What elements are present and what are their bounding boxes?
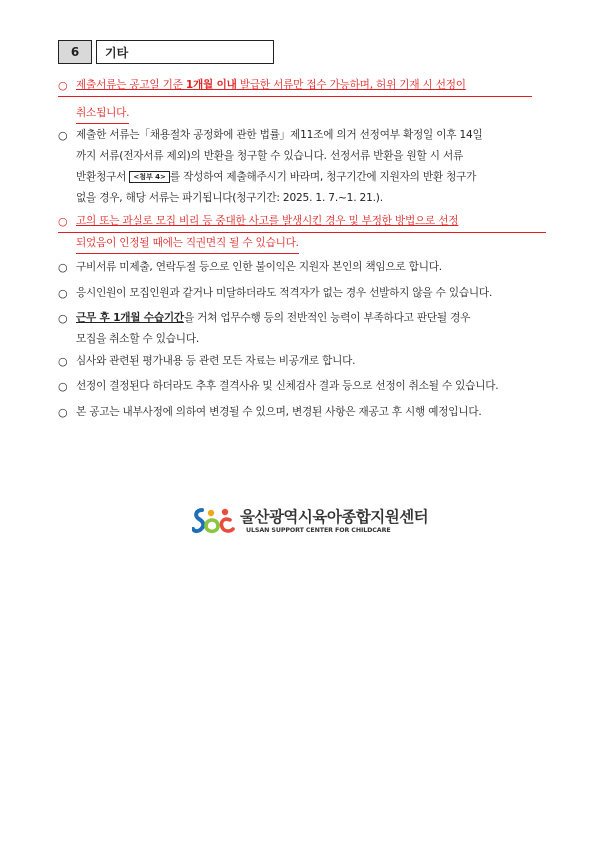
notice-item-dismissal — [58, 211, 548, 254]
bullet-icon: ○ — [58, 129, 68, 142]
notice-text: 반환청구서 — [76, 171, 130, 183]
bullet-icon: ○ — [58, 380, 68, 393]
notice-text: 없을 경우, 해당 서류는 파기됩니다(청구기간: 2025. 1. 7.~1. 21.). — [76, 192, 383, 204]
bullet-icon: ○ — [58, 287, 68, 300]
notice-text: 구비서류 미제출, 연락두절 등으로 인한 불이익은 지원자 본인의 책임으로 합니다. — [76, 261, 442, 273]
notice-item-probation — [58, 308, 548, 350]
logo-name-english: ULSAN SUPPORT CENTER FOR CHILDCARE — [246, 526, 391, 534]
notice-text: 선정이 결정된다 하더라도 추후 결격사유 및 신체검사 결과 등으로 선정이 취소될 수 있습니다. — [76, 380, 499, 392]
notice-text: 취소됩니다. — [76, 103, 129, 124]
notice-text: 을 거쳐 업무수행 등의 전반적인 능력이 부족하다고 판단될 경우 — [183, 312, 471, 324]
logo-name-korean: 울산광역시육아종합지원센터 — [240, 507, 429, 526]
notice-text-bold: 1개월 이내 — [185, 79, 237, 91]
notice-text: 되었음이 인정될 때에는 직권면직 될 수 있습니다. — [76, 233, 299, 254]
notice-item-cancellation — [58, 376, 548, 397]
notice-text-emphasis: 근무 후 1개월 수습기간 — [76, 312, 184, 324]
notice-text: 본 공고는 내부사정에 의하여 변경될 수 있으며, 변경된 사항은 재공고 후 시행 예정입니다. — [76, 406, 482, 418]
bullet-icon: ○ — [58, 79, 68, 92]
notice-text: 제출한 서류는「채용절차 공정화에 관한 법률」제11조에 의거 선정여부 확정일 이후 14일 — [76, 129, 483, 141]
bullet-icon: ○ — [58, 406, 68, 419]
notice-text: 고의 또는 과실로 모집 비리 등 중대한 사고를 발생시킨 경우 및 부정한 방법으로 선정 — [58, 211, 546, 233]
bullet-icon: ○ — [58, 312, 68, 325]
section-title: 기타 — [96, 40, 274, 64]
section-number: 6 — [58, 40, 92, 64]
notice-text: 제출서류는 공고일 기준 — [76, 79, 186, 91]
notice-text: 심사와 관련된 평가내용 등 관련 모든 자료는 비공개로 합니다. — [76, 355, 356, 367]
notice-item-confidential — [58, 351, 548, 372]
notice-item-document-validity — [58, 75, 548, 124]
notice-item-no-qualified — [58, 283, 548, 304]
notice-item-changes — [58, 402, 548, 423]
ulsan-childcare-logo-icon — [192, 504, 236, 538]
bullet-icon: ○ — [58, 215, 68, 228]
attachment-tag: <첨부 4> — [129, 171, 170, 183]
notice-text: 를 작성하여 제출해주시기 바라며, 청구기간에 지원자의 반환 청구가 — [169, 171, 477, 183]
section-header — [58, 40, 274, 66]
notice-text: 모집을 취소할 수 있습니다. — [76, 333, 200, 345]
bullet-icon: ○ — [58, 355, 68, 368]
organization-logo — [192, 504, 428, 538]
notice-item-document-return — [58, 125, 548, 209]
bullet-icon: ○ — [58, 261, 68, 274]
notice-text: 응시인원이 모집인원과 같거나 미달하더라도 적격자가 없는 경우 선발하지 않을 수 있습니다. — [76, 287, 493, 299]
notice-text: 발급한 서류만 접수 가능하며, 허위 기재 시 선정이 — [236, 79, 466, 91]
notice-item-missing-documents — [58, 257, 548, 278]
notice-text: 까지 서류(전자서류 제외)의 반환을 청구할 수 있습니다. 선정서류 반환을 원할 시 서류 — [76, 150, 464, 162]
